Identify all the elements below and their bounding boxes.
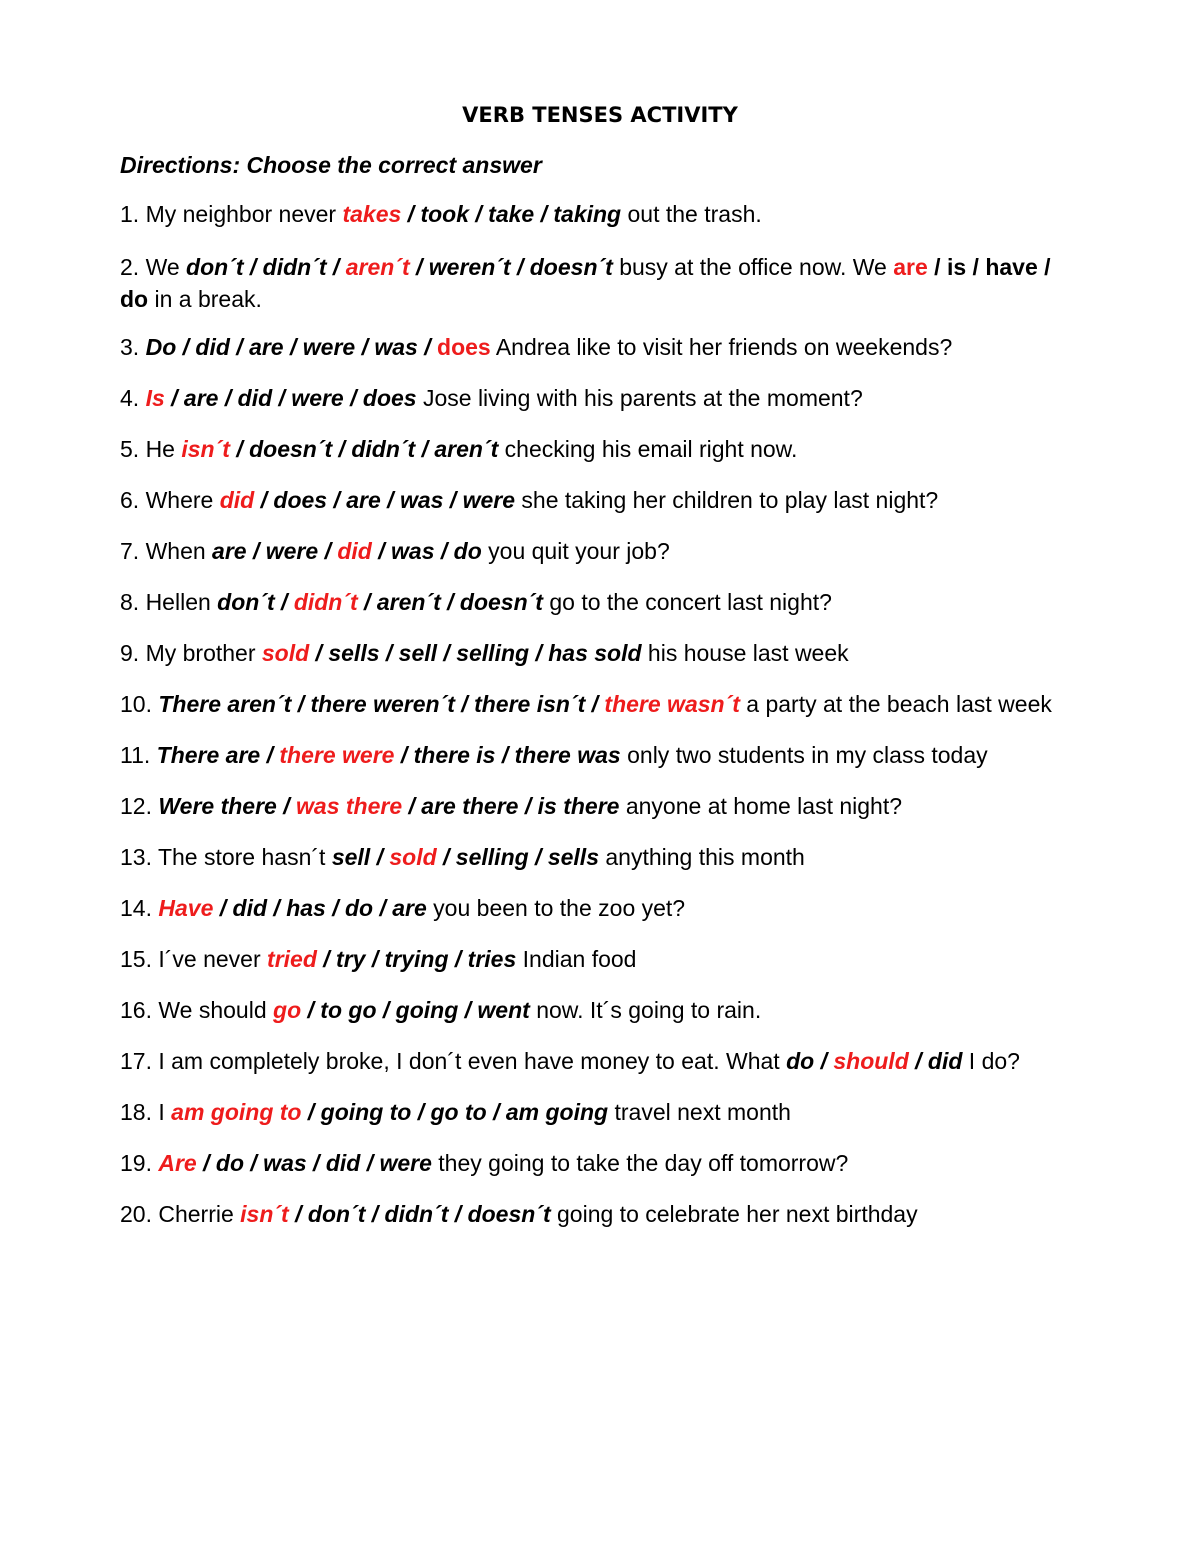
answer-options: sell / [331, 844, 390, 870]
correct-answer: did [337, 538, 372, 564]
question-text: 2. We [120, 254, 187, 280]
answer-options: / selling / sells [436, 844, 599, 870]
question-text: anyone at home last night? [619, 793, 903, 819]
question-text: 12. [120, 793, 159, 819]
answer-options: / is / have / do [120, 254, 1051, 312]
question-item [120, 894, 1080, 923]
answer-options: don´t / [217, 589, 294, 615]
correct-answer: am going to [171, 1099, 302, 1125]
question-text: 13. The store hasn´t [120, 844, 332, 870]
answer-options: / did [908, 1048, 963, 1074]
question-text: 4. [120, 385, 146, 411]
question-text: 20. Cherrie [120, 1201, 241, 1227]
question-text: a party at the beach last week [739, 691, 1052, 717]
question-item [120, 537, 1080, 566]
correct-answer: are [893, 254, 928, 280]
correct-answer: isn´t [181, 436, 230, 462]
question-text: busy at the office now. We [612, 254, 894, 280]
question-text: 1. My neighbor never [120, 201, 343, 227]
question-item [120, 1200, 1080, 1229]
correct-answer: takes [342, 201, 402, 227]
answer-options: / weren´t / doesn´t [409, 254, 613, 280]
question-text: 7. When [120, 538, 213, 564]
question-text: they going to take the day off tomorrow? [431, 1150, 849, 1176]
answer-options: / are / did / were / does [164, 385, 417, 411]
question-text: 11. [120, 742, 157, 768]
answer-options: / sells / sell / selling / has sold [309, 640, 642, 666]
question-text: 17. I am completely broke, I don´t even have money to eat. What [120, 1048, 787, 1074]
question-text: out the trash. [621, 201, 762, 227]
correct-answer: there wasn´t [604, 691, 740, 717]
question-text: go to the concert last night? [542, 589, 832, 615]
correct-answer: didn´t [293, 589, 358, 615]
correct-answer: tried [267, 946, 317, 972]
question-text: 15. I´ve never [120, 946, 268, 972]
answer-options: There aren´t / there weren´t / there isn´t / [158, 691, 605, 717]
correct-answer: was there [296, 793, 403, 819]
correct-answer: aren´t [345, 254, 410, 280]
question-text: 9. My brother [120, 640, 262, 666]
answer-options: Do / did / are / were / was / [145, 334, 438, 360]
correct-answer: should [833, 1048, 909, 1074]
question-item [120, 945, 1080, 974]
answer-options: / don´t / didn´t / doesn´t [288, 1201, 551, 1227]
correct-answer: sold [389, 844, 437, 870]
question-text: 16. We should [120, 997, 274, 1023]
question-item [120, 996, 1080, 1025]
question-text: 14. [120, 895, 159, 921]
question-text: 8. Hellen [120, 589, 218, 615]
question-text: 18. I [120, 1099, 172, 1125]
question-list [120, 200, 1080, 1251]
answer-options: / try / trying / tries [316, 946, 517, 972]
question-text: you quit your job? [481, 538, 670, 564]
directions-text: Directions: Choose the correct answer [120, 152, 542, 178]
question-item [120, 384, 1080, 413]
correct-answer: did [219, 487, 255, 513]
question-item [120, 588, 1080, 617]
question-item [120, 843, 1080, 872]
page-title: VERB TENSES ACTIVITY [462, 103, 738, 127]
question-text: Andrea like to visit her friends on weekends? [490, 334, 953, 360]
question-text: 19. [120, 1150, 159, 1176]
question-item [120, 1149, 1080, 1178]
question-text: only two students in my class today [620, 742, 988, 768]
question-text: now. It´s going to rain. [529, 997, 762, 1023]
answer-options: / to go / going / went [301, 997, 530, 1023]
correct-answer: go [273, 997, 302, 1023]
correct-answer: there were [279, 742, 395, 768]
answer-options: / was / do [371, 538, 482, 564]
answer-options: Were there / [158, 793, 297, 819]
question-text: checking his email right now. [498, 436, 798, 462]
question-text: I do? [962, 1048, 1020, 1074]
answer-options: There are / [156, 742, 280, 768]
answer-options: are / were / [212, 538, 338, 564]
correct-answer: does [437, 334, 491, 360]
question-item [120, 741, 1080, 770]
question-item [120, 435, 1080, 464]
question-item [120, 792, 1080, 821]
correct-answer: Are [158, 1150, 197, 1176]
answer-options: / are there / is there [402, 793, 620, 819]
answer-options: / do / was / did / were [196, 1150, 432, 1176]
question-item [120, 690, 1080, 719]
question-item [120, 200, 1080, 229]
question-text: travel next month [608, 1099, 791, 1125]
answer-options: do / [786, 1048, 834, 1074]
question-text: Indian food [516, 946, 637, 972]
question-text: 3. [120, 334, 146, 360]
question-item [120, 1047, 1080, 1076]
answer-options: / took / take / taking [401, 201, 622, 227]
answer-options: / aren´t / doesn´t [357, 589, 543, 615]
question-text: 5. He [120, 436, 182, 462]
answer-options: / does / are / was / were [254, 487, 516, 513]
answer-options: don´t / didn´t / [186, 254, 346, 280]
question-text: 10. [120, 691, 159, 717]
question-text: in a break. [148, 286, 262, 312]
correct-answer: Have [158, 895, 214, 921]
question-text: anything this month [599, 844, 805, 870]
correct-answer: isn´t [240, 1201, 289, 1227]
correct-answer: sold [261, 640, 310, 666]
question-item [120, 1098, 1080, 1127]
correct-answer: Is [145, 385, 165, 411]
question-text: 6. Where [120, 487, 220, 513]
question-item [120, 639, 1080, 668]
question-item [120, 333, 1080, 362]
answer-options: / did / has / do / are [213, 895, 427, 921]
question-text: you been to the zoo yet? [426, 895, 686, 921]
answer-options: / doesn´t / didn´t / aren´t [229, 436, 499, 462]
question-text: his house last week [641, 640, 849, 666]
question-item [120, 251, 1070, 315]
question-text: Jose living with his parents at the moment? [416, 385, 863, 411]
answer-options: / going to / go to / am going [301, 1099, 609, 1125]
answer-options: / there is / there was [394, 742, 621, 768]
question-text: going to celebrate her next birthday [550, 1201, 918, 1227]
question-text: she taking her children to play last night? [515, 487, 939, 513]
question-item [120, 486, 1080, 515]
